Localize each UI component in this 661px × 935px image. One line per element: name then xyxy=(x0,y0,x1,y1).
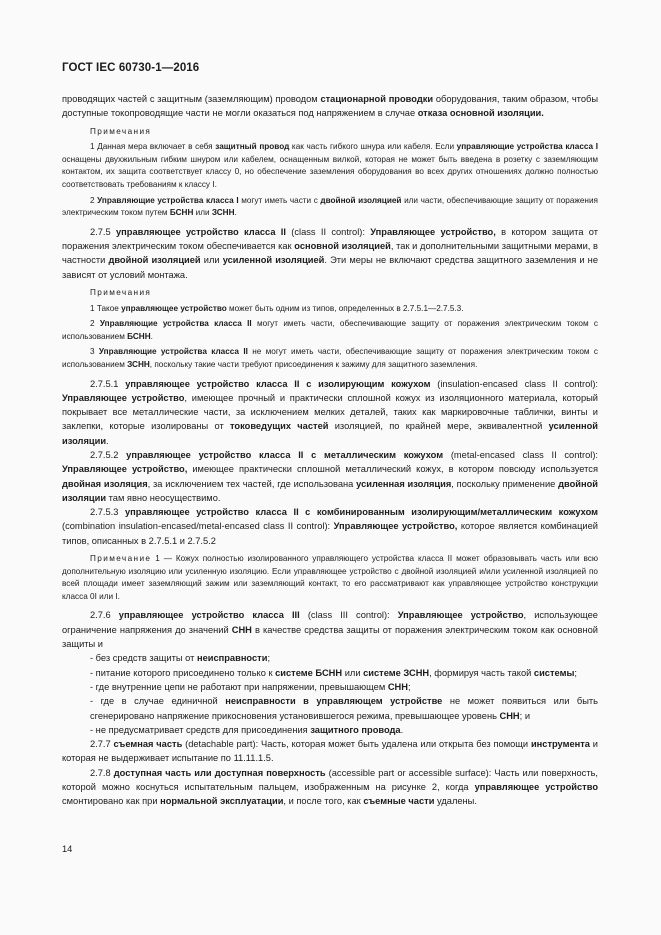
text-run: ; и xyxy=(519,710,531,721)
text-run: (class II control): xyxy=(285,226,371,237)
text-run: или xyxy=(200,255,223,266)
paragraph-2-7-7 xyxy=(62,737,598,766)
page-number: 14 xyxy=(62,844,73,854)
term: основной изоляцией xyxy=(294,241,391,252)
term: двойной изоляции xyxy=(62,478,598,503)
text-run: - питание которого присоединено только к xyxy=(90,667,276,678)
term: Управляющие устройства класса II xyxy=(98,347,248,357)
text-run: 2.7.5 xyxy=(90,226,116,237)
paragraph-intro xyxy=(62,92,598,121)
paragraph-2-7-8 xyxy=(62,766,598,809)
text-run: в качестве средства защиты от поражения электрическим током как основной защиты и xyxy=(62,624,598,650)
term: Управляющие устройства класса I xyxy=(97,195,239,205)
term: усиленная изоляция xyxy=(356,478,452,489)
term: двойной изоляцией xyxy=(108,255,201,266)
term: управляющее устройство xyxy=(474,782,598,792)
document-body xyxy=(62,92,598,809)
text-run: имеющее практически сплошной металлический кожух, в котором повсюду используется xyxy=(187,464,598,475)
text-run: 2 xyxy=(90,319,100,329)
term: БСНН xyxy=(127,331,151,341)
term: защитный провод xyxy=(215,142,290,152)
text-run: , за исключением тех частей, где использована xyxy=(147,478,357,489)
text-run: которое является комбинацией типов, описанных в 2.7.5.1 и 2.7.5.2 xyxy=(62,521,598,546)
text-run: могут иметь части, обеспечивающие защиту от поражения электрическим током с использованием xyxy=(62,319,598,341)
term: системы xyxy=(533,667,575,678)
list-item xyxy=(62,723,598,737)
text-run: . xyxy=(400,724,404,735)
text-run: 2.7.5.1 xyxy=(90,378,126,389)
note-3 xyxy=(62,346,598,371)
text-run: 3 xyxy=(90,347,99,357)
text-run: 2.7.5.3 xyxy=(90,507,125,518)
term: ЗСНН xyxy=(211,208,235,218)
list-item xyxy=(62,694,598,723)
term: неисправности xyxy=(196,653,268,664)
paragraph-2-7-6 xyxy=(62,608,598,651)
term: стационарной проводки xyxy=(320,94,434,104)
list-item xyxy=(62,666,598,680)
term: доступная часть или доступная поверхность xyxy=(113,767,326,778)
term: съемные части xyxy=(363,796,435,807)
term: неисправности в управляющем устройстве xyxy=(225,696,443,707)
text-run: или части, обеспечивающие защиту от поражения электрическим током путем xyxy=(62,195,598,218)
text-run: 2.7.5.2 xyxy=(90,449,127,460)
list-item xyxy=(62,680,598,694)
term: СНН xyxy=(387,681,408,692)
text-run: , поскольку такие части требуют присоединения к зажиму для защитного заземления. xyxy=(149,359,478,369)
note-2 xyxy=(62,195,598,220)
term: управляющее устройство xyxy=(121,303,227,313)
text-run: или xyxy=(342,667,364,678)
text-run: (detachable part): Часть, которая может быть удалена или открыта без помощи xyxy=(182,739,531,750)
text-run: (combination insulation-encased/metal-encased class II control): xyxy=(62,521,334,532)
text-run: оснащены двухжильным гибким шнуром или кабелем, оснащенным вилкой, которая не может быть введена в розетку с заземляющим контактом, их защита соответствует классу 0, но обеспечение заземления оборудования во всех других отношениях должно полностью соответствовать требованиям к классу I. xyxy=(62,154,598,189)
text-run: или xyxy=(193,208,212,218)
note-label: Примечание xyxy=(90,554,152,564)
term: СНН xyxy=(499,710,520,721)
term: Управляющее устройство xyxy=(397,610,524,621)
text-run: . xyxy=(234,208,237,218)
text-run: 2.7.7 xyxy=(90,739,114,750)
term: нормальной эксплуатации xyxy=(160,796,284,807)
term: управляющее устройство класса II с комбинированным изолирующим/металлическим кожухом xyxy=(124,507,598,518)
text-run: . xyxy=(106,435,109,446)
document-header: ГОСТ IEC 60730-1—2016 xyxy=(62,62,200,74)
list xyxy=(62,651,598,737)
text-run: не могут иметь части, обеспечивающие защиту от поражения электрическим током с использованием xyxy=(62,347,598,369)
list-item xyxy=(62,651,598,665)
term: токоведущих частей xyxy=(230,421,329,432)
term: защитного провода xyxy=(310,724,401,735)
term: отказа основной изоляции. xyxy=(417,108,544,119)
note-1 xyxy=(62,141,598,191)
text-run: , формируя часть такой xyxy=(429,667,534,678)
text-run: 1 Данная мера включает в себя xyxy=(90,142,216,152)
note-paragraph xyxy=(62,553,598,603)
term: съемная часть xyxy=(113,739,183,750)
text-run: там явно неосуществимо. xyxy=(106,492,221,503)
text-run: проводящих частей с защитным (заземляющим) проводом xyxy=(62,94,321,104)
term: Управляющие устройства класса II xyxy=(99,319,252,329)
text-run: , использующее ограничение напряжения до значений xyxy=(62,610,598,635)
note-text: 1 — Кожух полностью изолированного управляющего устройства класса II может образовывать часть или всю дополнительную изоляцию или усиленную изоляцию. Если управляющее устройство с двойной изоляцией и/или усиленной изоляцией по всей площади имеет заземляющий зажим или заземляющий контакт, то его рассматривают как управляющее устройство конструкции класса 0I или I. xyxy=(62,554,598,601)
text-run: - не предусматривает средств для присоединения xyxy=(90,724,311,735)
notes-heading: Примечания xyxy=(90,287,152,297)
paragraph-2-7-5-2 xyxy=(62,448,598,505)
text-run: и которая не выдерживает испытание по 11.11.1.5. xyxy=(62,739,598,764)
text-run: удалены. xyxy=(434,796,477,807)
text-run: . Эти меры не включают средства защитного заземления и не зависят от условий монтажа. xyxy=(62,255,598,280)
term: инструмента xyxy=(530,739,590,750)
text-run: ; xyxy=(267,653,271,664)
text-run: . xyxy=(150,331,153,341)
text-run: (class III control): xyxy=(299,610,398,621)
text-run: оборудования, таким образом, чтобы доступные токопроводящие части не могли оказаться под напряжением в случае xyxy=(62,94,599,119)
term: ЗСНН xyxy=(127,359,150,369)
text-run: (accessible part or accessible surface): Часть или поверхность, которой можно коснуться испытательным пальцем, изображенным на рисунке 2, когда xyxy=(62,767,599,792)
text-run: может быть одним из типов, определенных в 2.7.5.1—2.7.5.3. xyxy=(226,303,464,313)
text-run: изоляцией, по крайней мере, эквивалентной xyxy=(328,421,549,432)
text-run: смонтировано как при xyxy=(62,796,161,807)
paragraph-2-7-5 xyxy=(62,225,598,282)
term: управляющее устройство класса III xyxy=(118,610,300,621)
note-1 xyxy=(62,303,598,316)
text-run: ; xyxy=(574,667,577,678)
text-run: , и после того, как xyxy=(283,796,364,807)
term: Управляющее устройство xyxy=(62,392,185,403)
text-run: - где в случае единичной xyxy=(90,696,226,707)
text-run: 2.7.8 xyxy=(90,767,114,778)
text-run: , имеющее прочный и практически сплошной кожух из изоляционного материала, который покрывает все металлические части, за исключением мелких деталей, таких как маркировочные таблички, винты и заклепки, которые изолированы от xyxy=(62,392,598,432)
text-run: - где внутренние цепи не работают при напряжении, превышающем xyxy=(90,681,388,692)
term: управляющее устройство класса II xyxy=(116,226,286,237)
paragraph-2-7-5-1 xyxy=(62,377,598,448)
text-run: могут иметь части с xyxy=(238,195,321,205)
term: СНН xyxy=(231,624,252,635)
text-run: 1 Такое xyxy=(90,303,122,313)
text-run: ; xyxy=(407,681,411,692)
text-run: , так и дополнительными защитными мерами, в частности xyxy=(62,241,598,266)
text-run: не может появиться или быть сгенерировано напряжение прикосновения установившегося режима, превышающее уровень xyxy=(90,696,598,721)
text-run: 2 xyxy=(90,195,98,205)
text-run: - без средств защиты от xyxy=(90,653,197,664)
term: управляющее устройство класса II с металлическим кожухом xyxy=(126,449,444,460)
term: управляющие устройства класса I xyxy=(456,142,598,152)
text-run: , поскольку применение xyxy=(451,478,559,489)
text-run: (metal-encased class II control): xyxy=(443,449,598,460)
term: двойная изоляция xyxy=(62,478,148,489)
term: БСНН xyxy=(169,208,194,218)
term: Управляющее устройство, xyxy=(333,521,458,532)
term: усиленной изоляции xyxy=(62,421,598,446)
notes-heading: Примечания xyxy=(90,126,152,136)
term: двойной изоляцией xyxy=(320,195,402,205)
text-run: как часть гибкого шнура или кабеля. Если xyxy=(289,142,457,152)
term: Управляющее устройство, xyxy=(62,464,188,475)
text-run: (insulation-encased class II control): xyxy=(430,378,599,389)
text-run: 2.7.6 xyxy=(90,610,119,621)
term: системе ЗСНН xyxy=(363,667,430,678)
note-2 xyxy=(62,318,598,343)
term: усиленной изоляцией xyxy=(222,255,325,266)
term: Управляющее устройство, xyxy=(370,226,496,237)
term: системе БСНН xyxy=(275,667,343,678)
text-run: в котором защита от поражения электрическим током обеспечивается как xyxy=(62,226,599,252)
paragraph-2-7-5-3 xyxy=(62,505,598,548)
term: управляющее устройство класса II с изолирующим кожухом xyxy=(125,378,431,389)
